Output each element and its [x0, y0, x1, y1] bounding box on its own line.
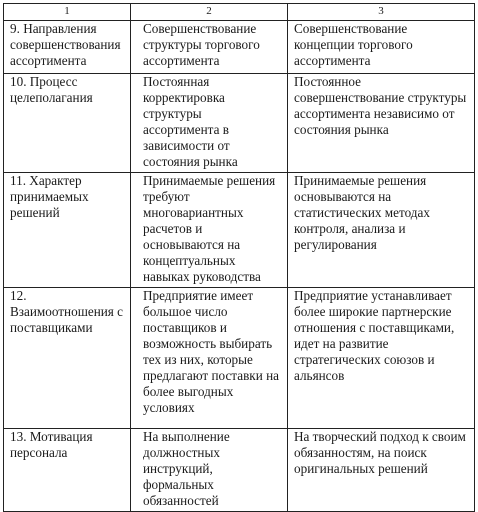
approach-a-cell: Совершенствование структуры торгового ассортимента: [131, 21, 288, 74]
criterion-cell: 10. Процесс целеполагания: [4, 74, 131, 173]
header-cell-3: 3: [288, 4, 475, 21]
header-row: [4, 4, 475, 21]
header-cell-2: 2: [131, 4, 288, 21]
approach-b-cell: Принимаемые решения основываются на статистических методах контроля, анализа и регулирования: [288, 173, 475, 288]
approach-b-cell: На творческий подход к своим обязанностям, на поиск оригинальных решений: [288, 429, 475, 512]
header-cell-1: 1: [4, 4, 131, 21]
approach-a-cell: Постоянная корректировка структуры ассортимента в зависимости от состояния рынка: [131, 74, 288, 173]
approach-b-cell: Постоянное совершенствование структуры ассортимента независимо от состояния рынка: [288, 74, 475, 173]
table-row: [4, 74, 475, 173]
table-row: [4, 21, 475, 74]
criterion-cell: 12. Взаимоотношения с поставщиками: [4, 288, 131, 429]
approach-b-cell: Совершенствование концепции торгового ассортимента: [288, 21, 475, 74]
table-row: [4, 429, 475, 512]
approach-b-cell: Предприятие устанавливает более широкие партнерские отношения с поставщиками, идет на развитие стратегических союзов и альянсов: [288, 288, 475, 429]
approach-a-cell: Принимаемые решения требуют многовариантных расчетов и основываются на концептуальных навыках руководства: [131, 173, 288, 288]
table-row: [4, 288, 475, 429]
approach-a-cell: Предприятие имеет большое число поставщиков и возможность выбирать тех из них, которые предлагают поставки на более выгодных условиях: [131, 288, 288, 429]
criterion-cell: 13. Мотивация персонала: [4, 429, 131, 512]
criterion-cell: 9. Направления совершенствования ассортимента: [4, 21, 131, 74]
comparison-table: [3, 3, 475, 512]
table-row: [4, 173, 475, 288]
approach-a-cell: На выполнение должностных инструкций, формальных обязанностей: [131, 429, 288, 512]
criterion-cell: 11. Характер принимаемых решений: [4, 173, 131, 288]
